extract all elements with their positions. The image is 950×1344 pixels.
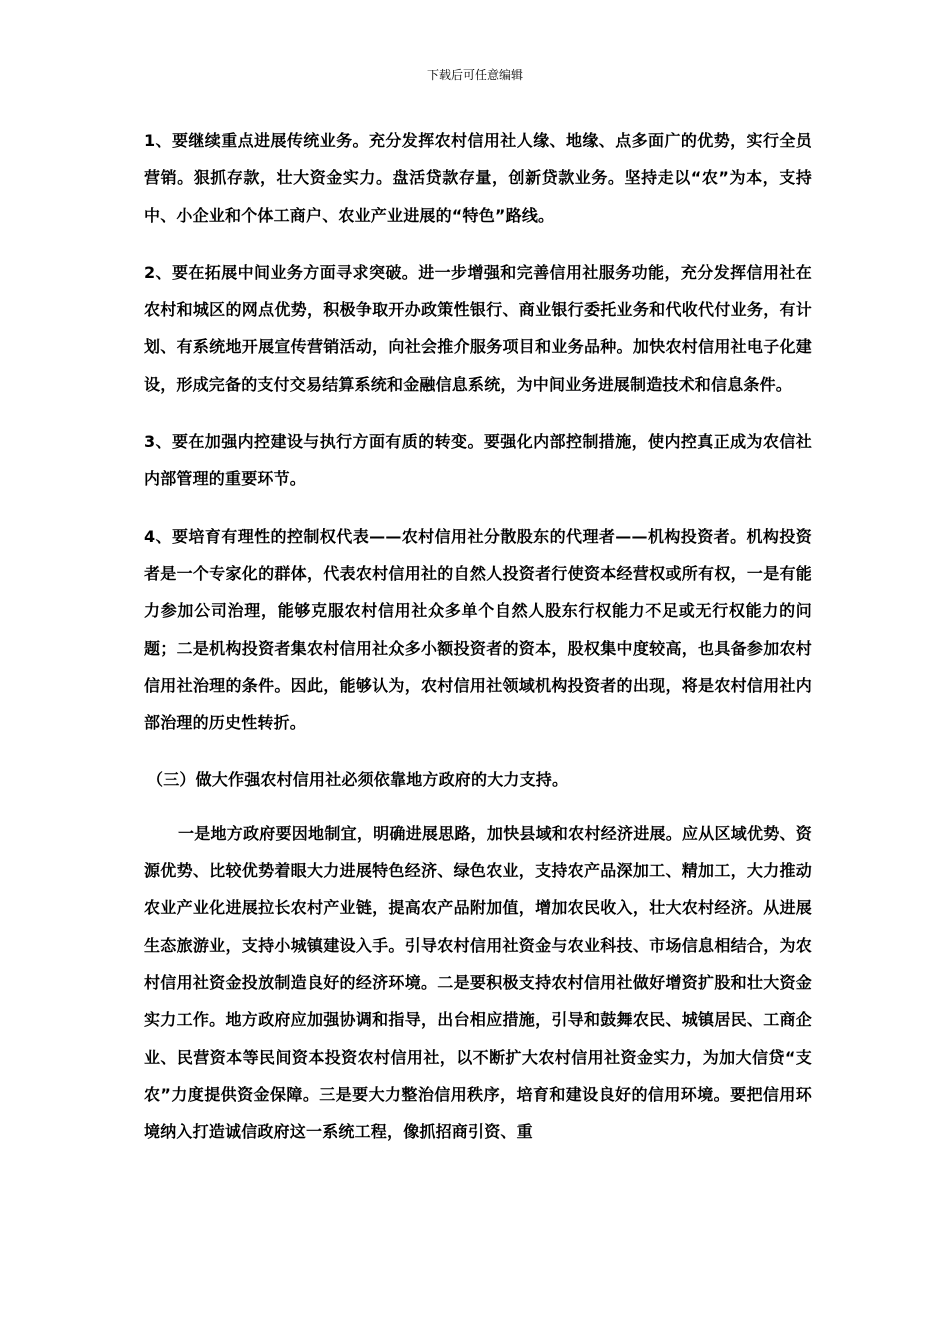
paragraph-5: 一是地方政府要因地制宜，明确进展思路，加快县域和农村经济进展。应从区域优势、资源优势、比较优势着眼大力进展特色经济、绿色农业，支持农产品深加工、精加工，大力推动农业产业化进展拉长农村产业链，提高农产品附加值，增加农民收入，壮大农村经济。从进展生态旅游业，支持小城镇建设入手。引导农村信用社资金与农业科技、市场信息相结合，为农村信用社资金投放制造良好的经济环境。二是要积极支持农村信用社做好增资扩股和壮大资金实力工作。地方政府应加强协调和指导，出台相应措施，引导和鼓舞农民、城镇居民、工商企业、民营资本等民间资本投资农村信用社，以不断扩大农村信用社资金实力，为加大信贷“支农”力度提供资金保障。三是要大力整治信用秩序，培育和建设良好的信用环境。要把信用环境纳入打造诚信政府这一系统工程，像抓招商引资、重	[144, 823, 812, 1142]
document-body	[144, 122, 812, 1170]
paragraph-1: 1、要继续重点进展传统业务。充分发挥农村信用社人缘、地缘、点多面广的优势，实行全员营销。狠抓存款，壮大资金实力。盘活贷款存量，创新贷款业务。坚持走以“农”为本，支持中、小企业和个体工商户、农业产业进展的“特色”路线。	[144, 131, 812, 225]
paragraph-2: 2、要在拓展中间业务方面寻求突破。进一步增强和完善信用社服务功能，充分发挥信用社在农村和城区的网点优势，积极争取开办政策性银行、商业银行委托业务和代收代付业务，有计划、有系统地开展宣传营销活动，向社会推介服务项目和业务品种。加快农村信用社电子化建设，形成完备的支付交易结算系统和金融信息系统，为中间业务进展制造技术和信息条件。	[144, 262, 812, 394]
page-header: 下载后可任意编辑	[426, 68, 523, 82]
paragraph-4: 4、要培育有理性的控制权代表——农村信用社分散股东的代理者——机构投资者。机构投资者是一个专家化的群体，代表农村信用社的自然人投资者行使资本经营权或所有权，一是有能力参加公司治理，能够克服农村信用社众多单个自然人股东行权能力不足或无行权能力的问题；二是机构投资者集农村信用社众多小额投资者的资本，股权集中度较高，也具备参加农村信用社治理的条件。因此，能够认为，农村信用社领域机构投资者的出现，将是农村信用社内部治理的历史性转折。	[144, 526, 812, 733]
paragraph-3: 3、要在加强内控建设与执行方面有质的转变。要强化内部控制措施，使内控真正成为农信社内部管理的重要环节。	[144, 432, 812, 489]
section-heading: （三）做大作强农村信用社必须依靠地方政府的大力支持。	[147, 770, 569, 790]
